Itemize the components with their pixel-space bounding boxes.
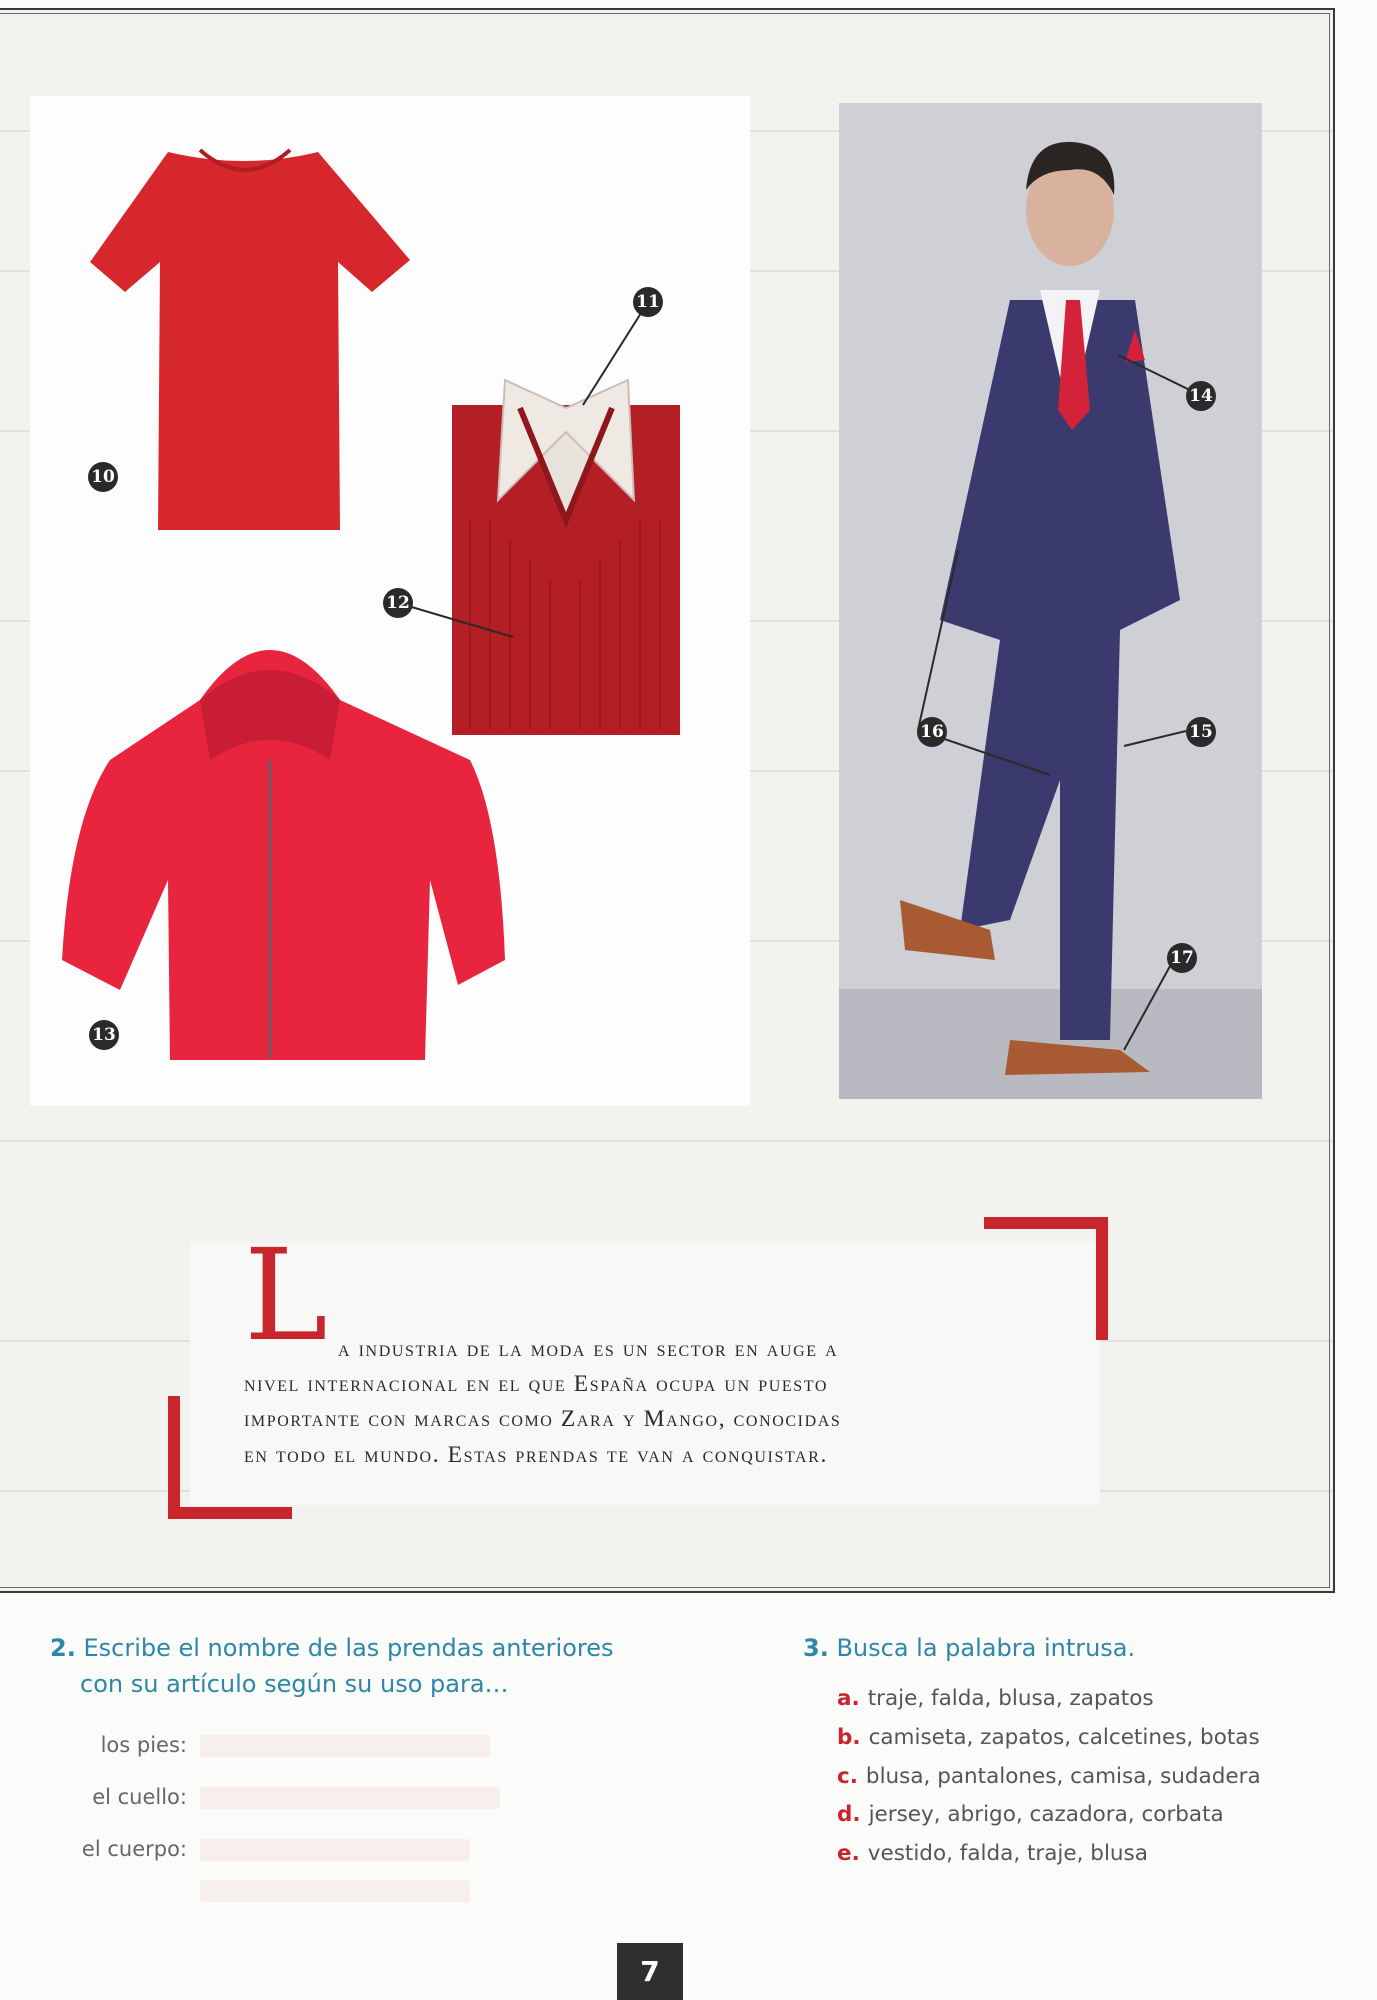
callout-13: 13 bbox=[89, 1020, 119, 1050]
exercise-3-title: 3. Busca la palabra intrusa. bbox=[803, 1634, 1136, 1662]
hoodie-image bbox=[62, 650, 505, 1060]
callout-11: 11 bbox=[633, 287, 663, 317]
quote-line-4: en todo el mundo. Estas prendas te van a conquistar. bbox=[244, 1442, 828, 1468]
option-b[interactable]: b. camiseta, zapatos, calcetines, botas bbox=[837, 1725, 1260, 1750]
quote-line-3: importante con marcas como Zara y Mango, conocidas bbox=[244, 1406, 842, 1432]
quote-dropcap: L bbox=[244, 1222, 328, 1369]
exercise-3-number: 3. bbox=[803, 1634, 829, 1662]
callout-17: 17 bbox=[1167, 943, 1197, 973]
callout-16: 16 bbox=[917, 717, 947, 747]
exercise-2-title-line2: con su artículo según su uso para… bbox=[80, 1670, 509, 1698]
answer-input-body-extra[interactable] bbox=[200, 1880, 470, 1902]
option-c[interactable]: c. blusa, pantalones, camisa, sudadera bbox=[837, 1764, 1261, 1789]
quote-line-2: nivel internacional en el que España ocupa un puesto bbox=[244, 1371, 828, 1397]
quote-bracket-top-right bbox=[984, 1217, 1108, 1340]
tshirt-image bbox=[90, 152, 410, 530]
option-e[interactable]: e. vestido, falda, traje, blusa bbox=[837, 1841, 1148, 1866]
page-number: 7 bbox=[617, 1943, 683, 2000]
field-label-feet: los pies: bbox=[100, 1733, 187, 1757]
field-label-body: el cuerpo: bbox=[81, 1837, 187, 1861]
exercise-2-number: 2. bbox=[50, 1634, 76, 1662]
answer-input-body[interactable] bbox=[200, 1839, 470, 1861]
option-a[interactable]: a. traje, falda, blusa, zapatos bbox=[837, 1686, 1154, 1711]
quote-line-1: a industria de la moda es un sector en auge a bbox=[338, 1336, 839, 1362]
callout-12: 12 bbox=[383, 588, 413, 618]
option-d[interactable]: d. jersey, abrigo, cazadora, corbata bbox=[837, 1802, 1224, 1827]
callout-10: 10 bbox=[88, 462, 118, 492]
field-label-neck: el cuello: bbox=[92, 1785, 187, 1809]
sweater-vest-image bbox=[452, 380, 680, 735]
exercise-2-title: 2. Escribe el nombre de las prendas anteriores bbox=[50, 1634, 614, 1662]
callout-14: 14 bbox=[1186, 381, 1216, 411]
suit-model-figure bbox=[900, 142, 1180, 1075]
answer-input-neck[interactable] bbox=[200, 1787, 500, 1809]
callout-15: 15 bbox=[1186, 717, 1216, 747]
answer-input-feet[interactable] bbox=[200, 1735, 490, 1757]
